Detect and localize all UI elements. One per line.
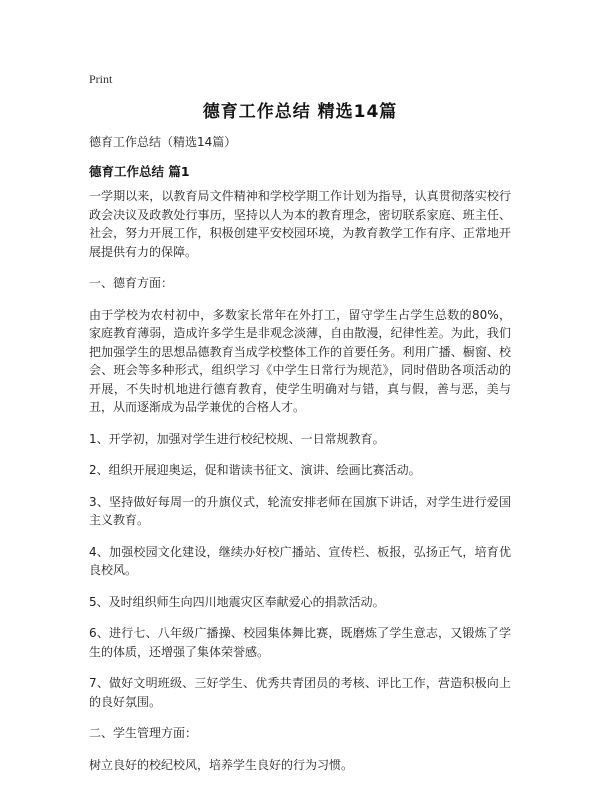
student-management-paragraph: 树立良好的校纪校风，培养学生良好的行为习惯。 [89, 757, 354, 772]
section-heading: 德育工作总结 篇1 [89, 164, 190, 179]
article-body [89, 187, 511, 787]
list-item: 5、及时组织师生向四川地震灾区奉献爱心的捐款活动。 [89, 594, 385, 609]
list-item: 3、坚持做好每周一的升旗仪式，轮流安排老师在国旗下讲话，对学生进行爱国主义教育。 [89, 494, 511, 527]
print-link[interactable]: Print [89, 72, 113, 86]
moral-education-heading: 一、德育方面： [89, 276, 174, 290]
list-item: 2、组织开展迎奥运，促和谐读书征文、演讲、绘画比赛活动。 [89, 463, 421, 477]
list-item: 7、做好文明班级、三好学生、优秀共青团员的考核、评比工作，营造积极向上的良好氛围。 [89, 676, 511, 709]
intro-paragraph: 一学期以来，以教育局文件精神和学校学期工作计划为指导，认真贯彻落实校行政会决议及政教处行事历，坚持以人为本的教育理念，密切联系家庭、班主任、社会，努力开展工作，积极创建平安校园环境，为教育教学工作有序、正常地开展提供有力的保障。 [89, 189, 511, 259]
moral-education-paragraph: 由于学校为农村初中，多数家长常年在外打工，留守学生占学生总数的80%，家庭教育薄弱，造成许多学生是非观念淡薄，自由散漫，纪律性差。为此，我们把加强学生的思想品德教育当成学校整体工作的首要任务。利用广播、橱窗、校会、班会等多种形式，组织学习《中学生日常行为规范》，同时借助各项活动的开展，不失时机地进行德育教育，使学生明确对与错，真与假，善与恶，美与丑，从而逐渐成为品学兼优的合格人才。 [89, 307, 511, 414]
list-item: 4、加强校园文化建设，继续办好校广播站、宣传栏、板报，弘扬正气，培育优良校风。 [89, 544, 511, 577]
list-item: 6、进行七、八年级广播操、校园集体舞比赛，既磨炼了学生意志，又锻炼了学生的体质，还增强了集体荣誉感。 [89, 626, 511, 659]
student-management-heading: 二、学生管理方面： [89, 726, 198, 740]
list-item: 1、开学初，加强对学生进行校纪校规、一日常规教育。 [89, 431, 385, 446]
document-subtitle: 德育工作总结（精选14篇） [89, 135, 237, 149]
page-title: 德育工作总结 精选14篇 [202, 102, 398, 122]
